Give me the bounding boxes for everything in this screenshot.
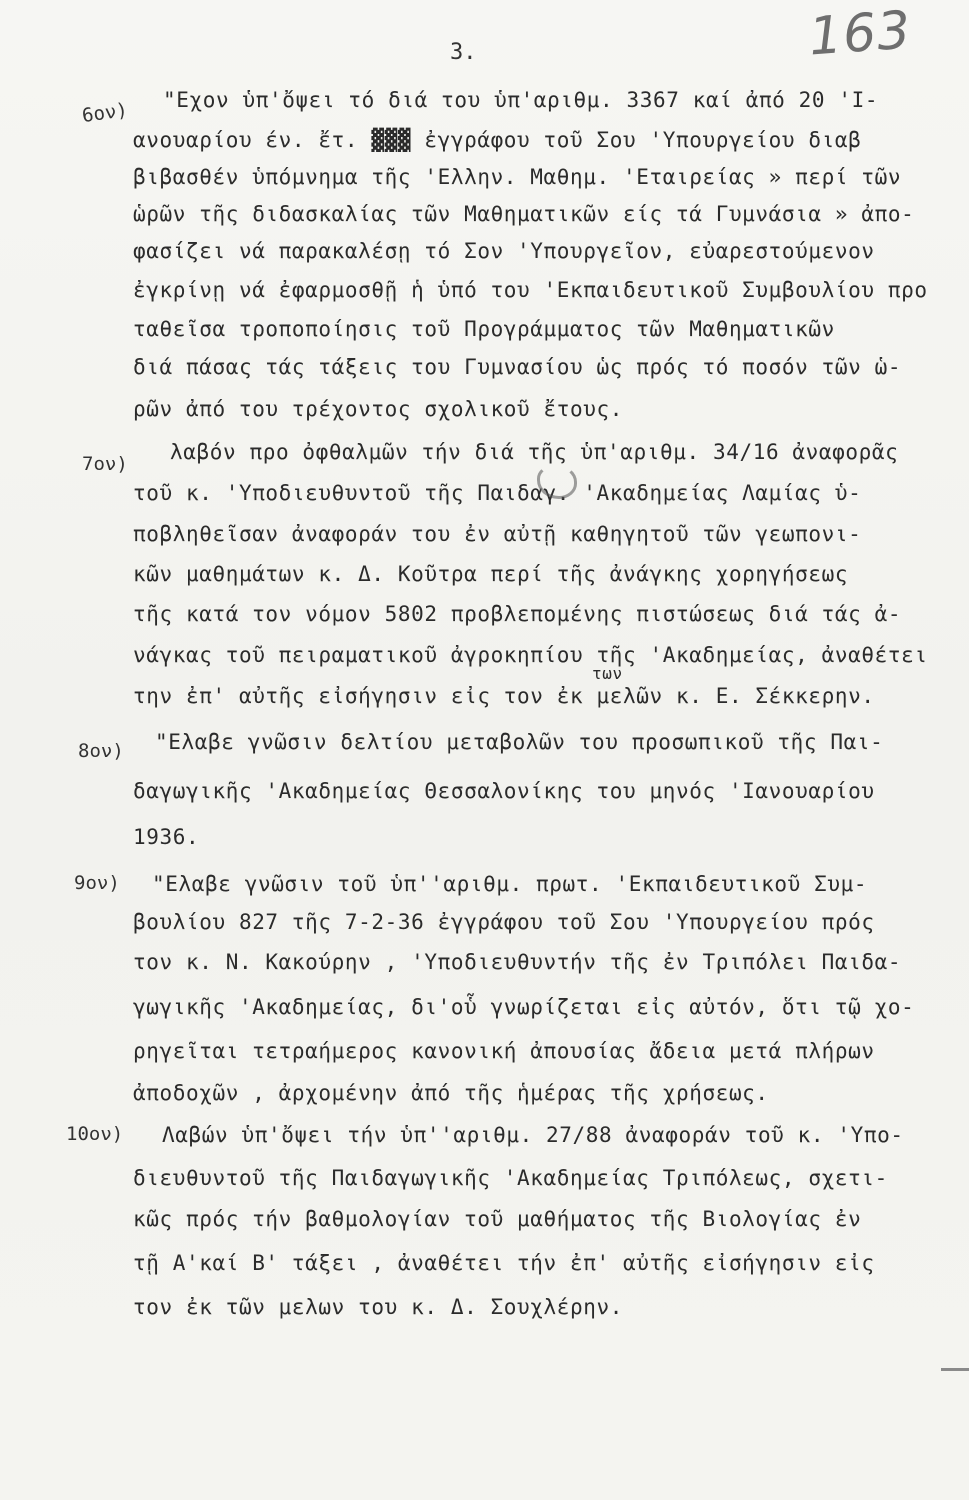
item-line: λαβόν προ ὀφθαλμῶν τήν διά τῆς ὑπ'αριθμ. 34/16 ἀναφορᾶς (170, 440, 899, 464)
item-line: τον ἐκ τῶν μελων του κ. Δ. Σουχλέρην. (133, 1295, 623, 1319)
item-line: τῇ Α'καί Β' τάξει , ἀναθέτει τήν ἐπ' αὐτῆς εἰσήγησιν εἰς (133, 1251, 875, 1275)
item-line: βιβασθέν ὑπόμνημα τῆς 'Ελλην. Μαθημ. 'Εταιρείας » περί τῶν (133, 165, 902, 189)
item-line: βουλίου 827 τῆς 7-2-36 ἐγγράφου τοῦ Σου 'Υπουργείου πρός (133, 910, 875, 934)
item-line: διά πάσας τάς τάξεις του Γυμνασίου ὡς πρός τό ποσόν τῶν ὡ- (133, 355, 902, 379)
item-number: 10ον) (66, 1123, 124, 1145)
item-number: 7ον) (82, 453, 128, 475)
typed-page-number: 3. (450, 40, 477, 65)
item-line: "Ελαβε γνῶσιν τοῦ ὑπ''αριθμ. πρωτ. 'Εκπαιδευτικοῦ Συμ- (152, 872, 868, 896)
item-line: ἐγκρίνῃ νά ἐφαρμοσθῇ ἡ ὑπό του 'Εκπαιδευτικοῦ Συμβουλίου προ (133, 278, 928, 302)
item-line: ποβληθεῖσαν ἀναφοράν του ἐν αὐτῇ καθηγητοῦ τῶν γεωπονι- (133, 522, 862, 546)
item-line: τον κ. Ν. Κακούρην , 'Υποδιευθυντήν τῆς ἐν Τριπόλει Παιδα- (133, 950, 902, 974)
item-line: Λαβών ὑπ'ὄψει τήν ὑπ''αριθμ. 27/88 ἀναφοράν τοῦ κ. 'Υπο- (162, 1123, 904, 1147)
item-line: ἀποδοχῶν , ἀρχομένην ἀπό τῆς ἡμέρας τῆς χρήσεως. (133, 1081, 769, 1105)
item-line: ρῶν ἀπό του τρέχοντος σχολικοῦ ἔτους. (133, 397, 623, 421)
item-line: φασίζει νά παρακαλέσῃ τό Σον 'Υπουργεῖον, εὐαρεστούμενον (133, 239, 875, 263)
item-line: "Εχον ὑπ'ὄψει τό διά του ὑπ'αριθμ. 3367 καί ἀπό 20 'Ι- (163, 88, 879, 112)
item-line: τοῦ κ. 'Υποδιευθυντοῦ τῆς Παιδαγ. 'Ακαδημείας Λαμίας ὑ- (133, 481, 862, 505)
item-line: ταθεῖσα τροποποίησις τοῦ Προγράμματος τῶν Μαθηματικῶν (133, 317, 835, 341)
handwritten-page-number: 163 (806, 0, 913, 68)
item-line: ρηγεῖται τετραήμερος κανονική ἀπουσίας ἄδεια μετά πλήρων (133, 1039, 875, 1063)
item-line: νάγκας τοῦ πειραματικοῦ ἀγροκηπίου τῆς 'Ακαδημείας, ἀναθέτει (133, 643, 928, 667)
item-line: ὡρῶν τῆς διδασκαλίας τῶν Μαθηματικῶν είς τά Γυμνάσια » ἀπο- (133, 202, 915, 226)
item-number: 6ον) (80, 98, 130, 128)
item-line interline-insertion: των (592, 664, 623, 683)
item-line: γωγικῆς 'Ακαδημείας, δι'οὗ γνωρίζεται εἰς αὐτόν, ὅτι τῷ χο- (133, 995, 915, 1019)
item-number: 9ον) (74, 872, 120, 894)
item-number: 8ον) (78, 740, 124, 762)
item-line: κῶν μαθημάτων κ. Δ. Κοῦτρα περί τῆς ἀνάγκης χορηγήσεως (133, 562, 849, 586)
item-line: τῆς κατά τον νόμον 5802 προβλεπομένης πιστώσεως διά τάς ἀ- (133, 602, 902, 626)
ink-blot (537, 465, 577, 499)
item-line: δαγωγικῆς 'Ακαδημείας Θεσσαλονίκης του μηνός 'Ιανουαρίου (133, 779, 875, 803)
item-line: κῶς πρός τήν βαθμολογίαν τοῦ μαθήματος τῆς Βιολογίας ἐν (133, 1207, 862, 1231)
item-line: διευθυντοῦ τῆς Παιδαγωγικῆς 'Ακαδημείας Τριπόλεως, σχετι- (133, 1166, 888, 1190)
item-line: "Ελαβε γνῶσιν δελτίου μεταβολῶν του προσωπικοῦ τῆς Παι- (155, 730, 884, 754)
item-line: την ἐπ' αὐτῆς εἰσήγησιν εἰς τον ἐκ μελῶν κ. Ε. Σέκκερην. (133, 684, 875, 708)
item-line: 1936. (133, 825, 200, 849)
margin-mark (941, 1368, 969, 1371)
item-line: ανουαρίου έν. ἔτ. ▓▓▓ ἐγγράφου τοῦ Σου 'Υπουργείου διαβ (133, 128, 862, 152)
